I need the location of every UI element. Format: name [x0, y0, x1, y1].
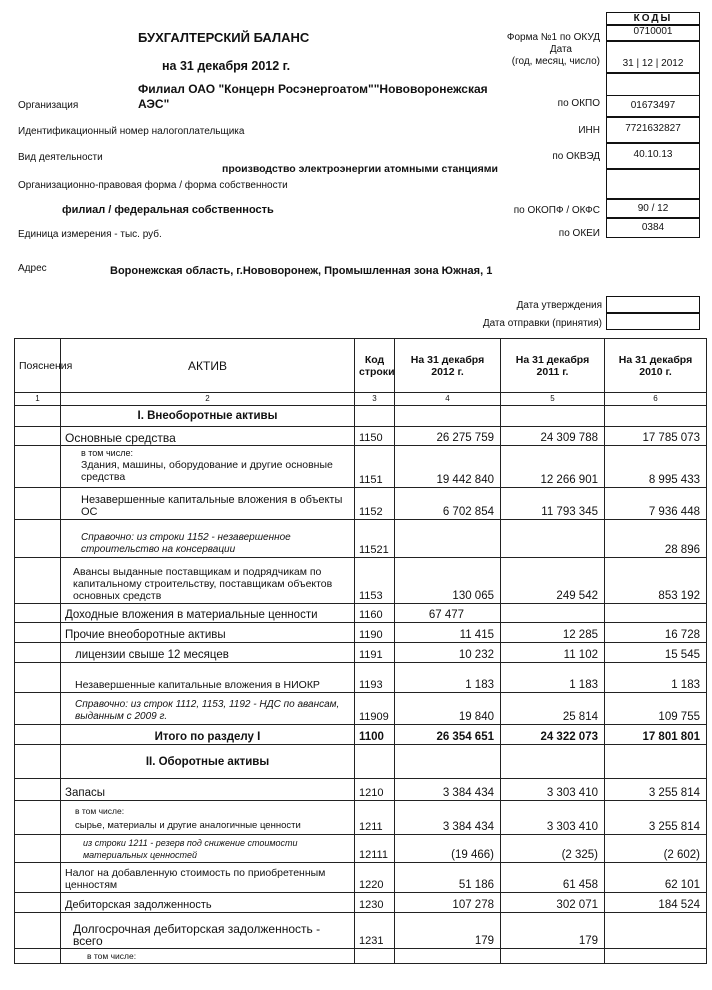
note-cell [15, 406, 61, 427]
note-cell [15, 745, 61, 779]
codes-header: КОДЫ [606, 12, 700, 25]
table-row [15, 427, 707, 446]
okpo-label: по ОКПО [557, 98, 600, 109]
table-row [15, 913, 707, 949]
table-row [15, 604, 707, 623]
value-2012: 51 186 [395, 863, 501, 893]
okud-value: 0710001 [633, 26, 673, 37]
row-code: 1151 [355, 446, 395, 488]
column-number-row [15, 393, 707, 406]
send-date-field[interactable] [606, 313, 700, 330]
code-cell [355, 949, 395, 964]
value-2011: 3 303 410 [501, 801, 605, 835]
value-2012: 19 840 [395, 693, 501, 725]
value-2012: 3 384 434 [395, 801, 501, 835]
codes-box [606, 12, 700, 25]
inn-code [606, 117, 700, 143]
value-2011: 1 183 [501, 663, 605, 693]
row-label: Долгосрочная дебиторская задолженность - всего [61, 913, 355, 949]
inn-label: Идентификационный номер налогоплательщика [18, 126, 245, 137]
note-cell [15, 446, 61, 488]
table-row [15, 801, 707, 835]
value-2010: 109 755 [605, 693, 707, 725]
value-2012: 130 065 [395, 558, 501, 604]
col-header-2011: На 31 декабря 2011 г. [501, 339, 605, 393]
row-label: Справочно: из строк 1112, 1153, 1192 - НДС по авансам, выданным с 2009 г. [61, 693, 355, 725]
value-2012: 26 275 759 [395, 427, 501, 446]
row-code: 1190 [355, 623, 395, 643]
row-label: из строки 1211 - резерв под снижение стоимости материальных ценностей [61, 835, 355, 863]
value-2011: 3 303 410 [501, 779, 605, 801]
address-label: Адрес [18, 263, 47, 274]
okved-value: 40.10.13 [633, 149, 673, 160]
col-header-asset: АКТИВ [61, 339, 355, 393]
value-cell [605, 949, 707, 964]
value-2011: 12 266 901 [501, 446, 605, 488]
note-cell [15, 558, 61, 604]
okved-code [606, 143, 700, 169]
row-label-text: сырье, материалы и другие аналогичные ценности [75, 820, 301, 831]
activity-value: производство электроэнергии атомными станциями [222, 163, 498, 175]
value-2011: 179 [501, 913, 605, 949]
row-label [61, 801, 355, 835]
table-row [15, 643, 707, 663]
value-2012: 107 278 [395, 893, 501, 913]
value-2010: 62 101 [605, 863, 707, 893]
inn-code-label: ИНН [578, 125, 600, 136]
col-header-code: Код строки [355, 339, 395, 393]
table-header-row [15, 339, 707, 393]
col-number: 6 [605, 393, 707, 406]
note-cell [15, 949, 61, 964]
value-2010: 1 183 [605, 663, 707, 693]
row-label: Доходные вложения в материальные ценности [61, 604, 355, 623]
value-2010 [605, 913, 707, 949]
table-row [15, 893, 707, 913]
value-2011: 24 322 073 [501, 725, 605, 745]
sub-label: в том числе: [75, 806, 125, 816]
value-2010: 28 896 [605, 520, 707, 558]
blank-code-2 [606, 169, 700, 199]
value-2011: 25 814 [501, 693, 605, 725]
value-2010: 8 995 433 [605, 446, 707, 488]
value-2012: 179 [395, 913, 501, 949]
row-label: Прочие внеоборотные активы [61, 623, 355, 643]
value-2012: 10 232 [395, 643, 501, 663]
note-cell [15, 488, 61, 520]
note-cell [15, 893, 61, 913]
table-row [15, 663, 707, 693]
okei-label: по ОКЕИ [558, 228, 600, 239]
value-2010: 16 728 [605, 623, 707, 643]
table-row [15, 835, 707, 863]
row-label: Запасы [61, 779, 355, 801]
okopf-value: 90 / 12 [637, 203, 669, 214]
okei-code [606, 218, 700, 238]
table-row [15, 779, 707, 801]
col-number: 2 [61, 393, 355, 406]
date-code [606, 41, 700, 73]
value-2011: 12 285 [501, 623, 605, 643]
row-code: 11521 [355, 520, 395, 558]
value-cell [605, 745, 707, 779]
sub-label: в том числе: [81, 448, 133, 458]
document-date: на 31 декабря 2012 г. [162, 59, 291, 73]
send-date-label: Дата отправки (принятия) [482, 318, 602, 329]
value-2010: 15 545 [605, 643, 707, 663]
note-cell [15, 693, 61, 725]
organization-name-line1: Филиал ОАО "Концерн Росэнергоатом""Нововоронежская [138, 82, 488, 96]
value-2012: 1 183 [395, 663, 501, 693]
value-2010: 3 255 814 [605, 801, 707, 835]
value-2010: 17 785 073 [605, 427, 707, 446]
row-code: 1211 [355, 801, 395, 835]
total-row [15, 725, 707, 745]
value-cell [501, 745, 605, 779]
approval-date-label: Дата утверждения [516, 300, 602, 311]
table-row [15, 446, 707, 488]
value-2010: 3 255 814 [605, 779, 707, 801]
row-label-text: Здания, машины, оборудование и другие основные средства [81, 459, 333, 483]
organization-label: Организация [18, 100, 79, 111]
value-2012: 26 354 651 [395, 725, 501, 745]
note-cell [15, 863, 61, 893]
row-label: Налог на добавленную стоимость по приобретенным ценностям [61, 863, 355, 893]
row-code: 12111 [355, 835, 395, 863]
value-2011: 249 542 [501, 558, 605, 604]
value-2010: 17 801 801 [605, 725, 707, 745]
table-row [15, 558, 707, 604]
value-cell [501, 406, 605, 427]
okpo-code [606, 95, 700, 117]
row-label: в том числе: [61, 949, 355, 964]
row-label: Авансы выданные поставщикам и подрядчикам по капитальному строительству, поставщикам объектов основных средств [61, 558, 355, 604]
value-2012: (19 466) [395, 835, 501, 863]
note-cell [15, 779, 61, 801]
value-2011 [501, 520, 605, 558]
section-title-1: I. Внеоборотные активы [61, 406, 355, 427]
note-cell [15, 801, 61, 835]
ownership-value: филиал / федеральная собственность [62, 204, 274, 216]
value-2011: 302 071 [501, 893, 605, 913]
table-row [15, 488, 707, 520]
inn-value: 7721632827 [625, 123, 681, 134]
table-row [15, 863, 707, 893]
okei-value: 0384 [641, 222, 665, 233]
value-2012: 67 477 [395, 604, 501, 623]
value-2010: 7 936 448 [605, 488, 707, 520]
col-number: 5 [501, 393, 605, 406]
value-2010: 853 192 [605, 558, 707, 604]
value-2011: (2 325) [501, 835, 605, 863]
value-2012: 19 442 840 [395, 446, 501, 488]
note-cell [15, 663, 61, 693]
date-value: 31 | 12 | 2012 [622, 58, 684, 69]
value-2010 [605, 604, 707, 623]
note-cell [15, 913, 61, 949]
value-2010: 184 524 [605, 893, 707, 913]
row-label: Дебиторская задолженность [61, 893, 355, 913]
note-cell [15, 604, 61, 623]
table-row [15, 623, 707, 643]
value-cell [395, 406, 501, 427]
note-cell [15, 725, 61, 745]
value-2012 [395, 520, 501, 558]
value-2012: 11 415 [395, 623, 501, 643]
okud-label: Форма №1 по ОКУД [506, 32, 600, 43]
row-label: лицензии свыше 12 месяцев [61, 643, 355, 663]
value-2011: 11 793 345 [501, 488, 605, 520]
activity-label: Вид деятельности [18, 152, 103, 163]
col-header-2010: На 31 декабря 2010 г. [605, 339, 707, 393]
row-label: Незавершенные капитальные вложения в НИОКР [61, 663, 355, 693]
value-cell [605, 406, 707, 427]
value-2011: 24 309 788 [501, 427, 605, 446]
value-2011: 61 458 [501, 863, 605, 893]
value-2011 [501, 604, 605, 623]
document-title: БУХГАЛТЕРСКИЙ БАЛАНС [138, 30, 310, 45]
row-code: 1210 [355, 779, 395, 801]
row-label: Итого по разделу I [61, 725, 355, 745]
value-2010: (2 602) [605, 835, 707, 863]
row-code: 11909 [355, 693, 395, 725]
row-code: 1150 [355, 427, 395, 446]
legal-form-label: Организационно-правовая форма / форма собственности [18, 180, 288, 191]
col-header-note: Пояснения [15, 339, 61, 393]
row-label: Справочно: из строки 1152 - незавершенное строительство на консервации [61, 520, 355, 558]
table-row [15, 693, 707, 725]
code-cell [355, 745, 395, 779]
value-cell [395, 745, 501, 779]
section-title-2: II. Оборотные активы [61, 745, 355, 779]
note-cell [15, 623, 61, 643]
row-label: Незавершенные капитальные вложения в объекты ОС [61, 488, 355, 520]
approval-date-field[interactable] [606, 296, 700, 313]
section-row [15, 745, 707, 779]
row-code: 1191 [355, 643, 395, 663]
value-cell [501, 949, 605, 964]
col-number: 3 [355, 393, 395, 406]
note-cell [15, 427, 61, 446]
row-code: 1193 [355, 663, 395, 693]
row-code: 1152 [355, 488, 395, 520]
date-format-label: (год, месяц, число) [511, 56, 600, 67]
row-code: 1220 [355, 863, 395, 893]
value-2011: 11 102 [501, 643, 605, 663]
row-label: Основные средства [61, 427, 355, 446]
table-row [15, 949, 707, 964]
row-code: 1230 [355, 893, 395, 913]
okud-code [606, 25, 700, 41]
note-cell [15, 835, 61, 863]
col-header-2012: На 31 декабря 2012 г. [395, 339, 501, 393]
value-cell [395, 949, 501, 964]
okved-label: по ОКВЭД [552, 151, 600, 162]
organization-name-line2: АЭС" [138, 97, 170, 111]
row-label [61, 446, 355, 488]
section-row [15, 406, 707, 427]
balance-table [14, 338, 707, 964]
col-number: 4 [395, 393, 501, 406]
okpo-value: 01673497 [630, 100, 676, 111]
row-code: 1231 [355, 913, 395, 949]
code-cell [355, 406, 395, 427]
value-2012: 6 702 854 [395, 488, 501, 520]
col-number: 1 [15, 393, 61, 406]
note-cell [15, 643, 61, 663]
row-code: 1153 [355, 558, 395, 604]
date-label: Дата [549, 44, 572, 55]
note-cell [15, 520, 61, 558]
okopf-code [606, 199, 700, 218]
value-2012: 3 384 434 [395, 779, 501, 801]
row-code: 1100 [355, 725, 395, 745]
unit-label: Единица измерения - тыс. руб. [18, 229, 162, 240]
okopf-label: по ОКОПФ / ОКФС [513, 205, 600, 216]
address-value: Воронежская область, г.Нововоронеж, Промышленная зона Южная, 1 [110, 265, 493, 277]
row-code: 1160 [355, 604, 395, 623]
table-row [15, 520, 707, 558]
